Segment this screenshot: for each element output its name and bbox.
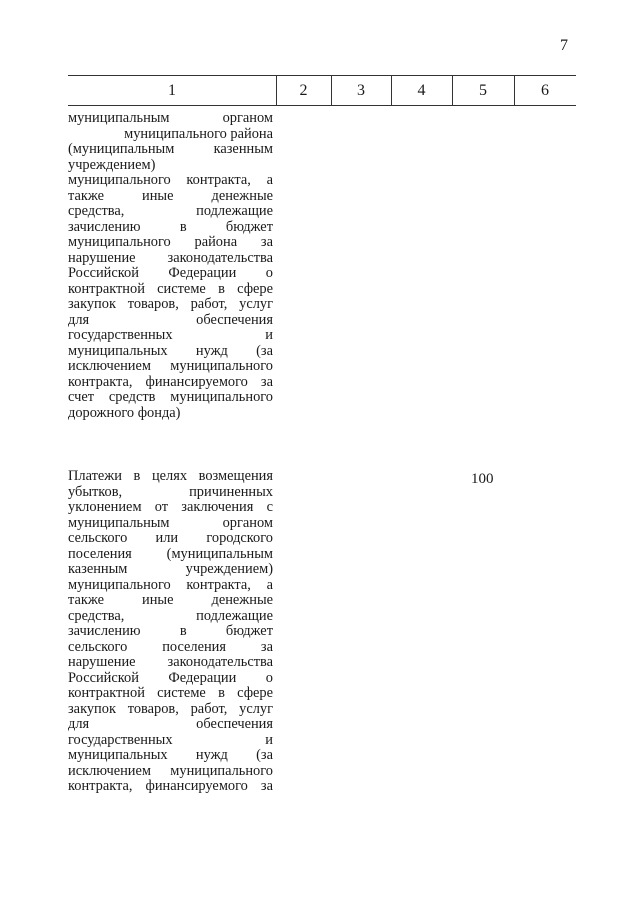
text-line: (муниципальным казенным — [68, 141, 273, 157]
text-line: сельского или городского — [68, 530, 273, 546]
text-line: муниципальных нужд (за — [68, 747, 273, 763]
text-line: государственных и — [68, 327, 273, 343]
header-bottom-rule — [68, 105, 576, 106]
text-line: сельского поселения за — [68, 638, 273, 655]
text-line: контракта, финансируемого за — [68, 373, 273, 390]
text-line: поселения (муниципальным — [68, 545, 273, 562]
column-header-2: 2 — [299, 82, 308, 99]
text-line: исключением муниципального — [68, 358, 273, 374]
text-line: Российской Федерации о — [68, 669, 273, 686]
text-line: Платежи в целях возмещения — [68, 468, 273, 484]
text-line: контракта, финансируемого за — [68, 778, 273, 794]
column-header-4: 4 — [417, 82, 426, 99]
text-line: зачислению в бюджет — [68, 623, 273, 639]
text-line: учреждением) — [68, 156, 156, 173]
text-line: нарушение законодательства — [68, 654, 273, 670]
text-line: закупок товаров, работ, услуг — [68, 296, 273, 312]
text-line: убытков, причиненных — [68, 483, 273, 500]
text-line: также иные денежные — [68, 187, 273, 204]
text-line: дорожного фонда) — [68, 404, 181, 421]
text-line: Российской Федерации о — [68, 265, 273, 281]
table-row-text — [68, 469, 273, 795]
text-line: муниципальным органом — [68, 110, 273, 126]
table-row-text — [68, 111, 273, 421]
text-line: муниципального района за — [68, 234, 273, 250]
text-line: средства, подлежащие — [68, 607, 273, 624]
text-line: казенным учреждением) — [68, 561, 273, 577]
header-top-rule — [68, 75, 576, 76]
text-line: контрактной системе в сфере — [68, 280, 273, 297]
text-line: для обеспечения — [68, 311, 273, 328]
text-line: исключением муниципального — [68, 762, 273, 779]
column-header-1: 1 — [168, 82, 176, 99]
text-line: нарушение законодательства — [68, 249, 273, 266]
text-line: средства, подлежащие — [68, 203, 273, 219]
table-cell-value: 100 — [471, 471, 494, 487]
text-line: муниципального района — [124, 125, 273, 142]
column-header-3: 3 — [357, 82, 365, 99]
text-line: муниципального контракта, а — [68, 172, 273, 188]
page-number: 7 — [560, 37, 568, 54]
text-line: уклонением от заключения с — [68, 499, 273, 515]
column-header-5: 5 — [479, 82, 487, 99]
text-line: государственных и — [68, 731, 273, 748]
text-line: для обеспечения — [68, 716, 273, 732]
text-line: муниципальных нужд (за — [68, 342, 273, 359]
text-line: закупок товаров, работ, услуг — [68, 700, 273, 717]
text-line: счет средств муниципального — [68, 389, 273, 405]
text-line: зачислению в бюджет — [68, 218, 273, 235]
text-line: муниципальным органом — [68, 514, 273, 531]
text-line: контрактной системе в сфере — [68, 685, 273, 701]
text-line: также иные денежные — [68, 592, 273, 608]
column-header-6: 6 — [541, 82, 549, 99]
text-line: муниципального контракта, а — [68, 576, 273, 593]
